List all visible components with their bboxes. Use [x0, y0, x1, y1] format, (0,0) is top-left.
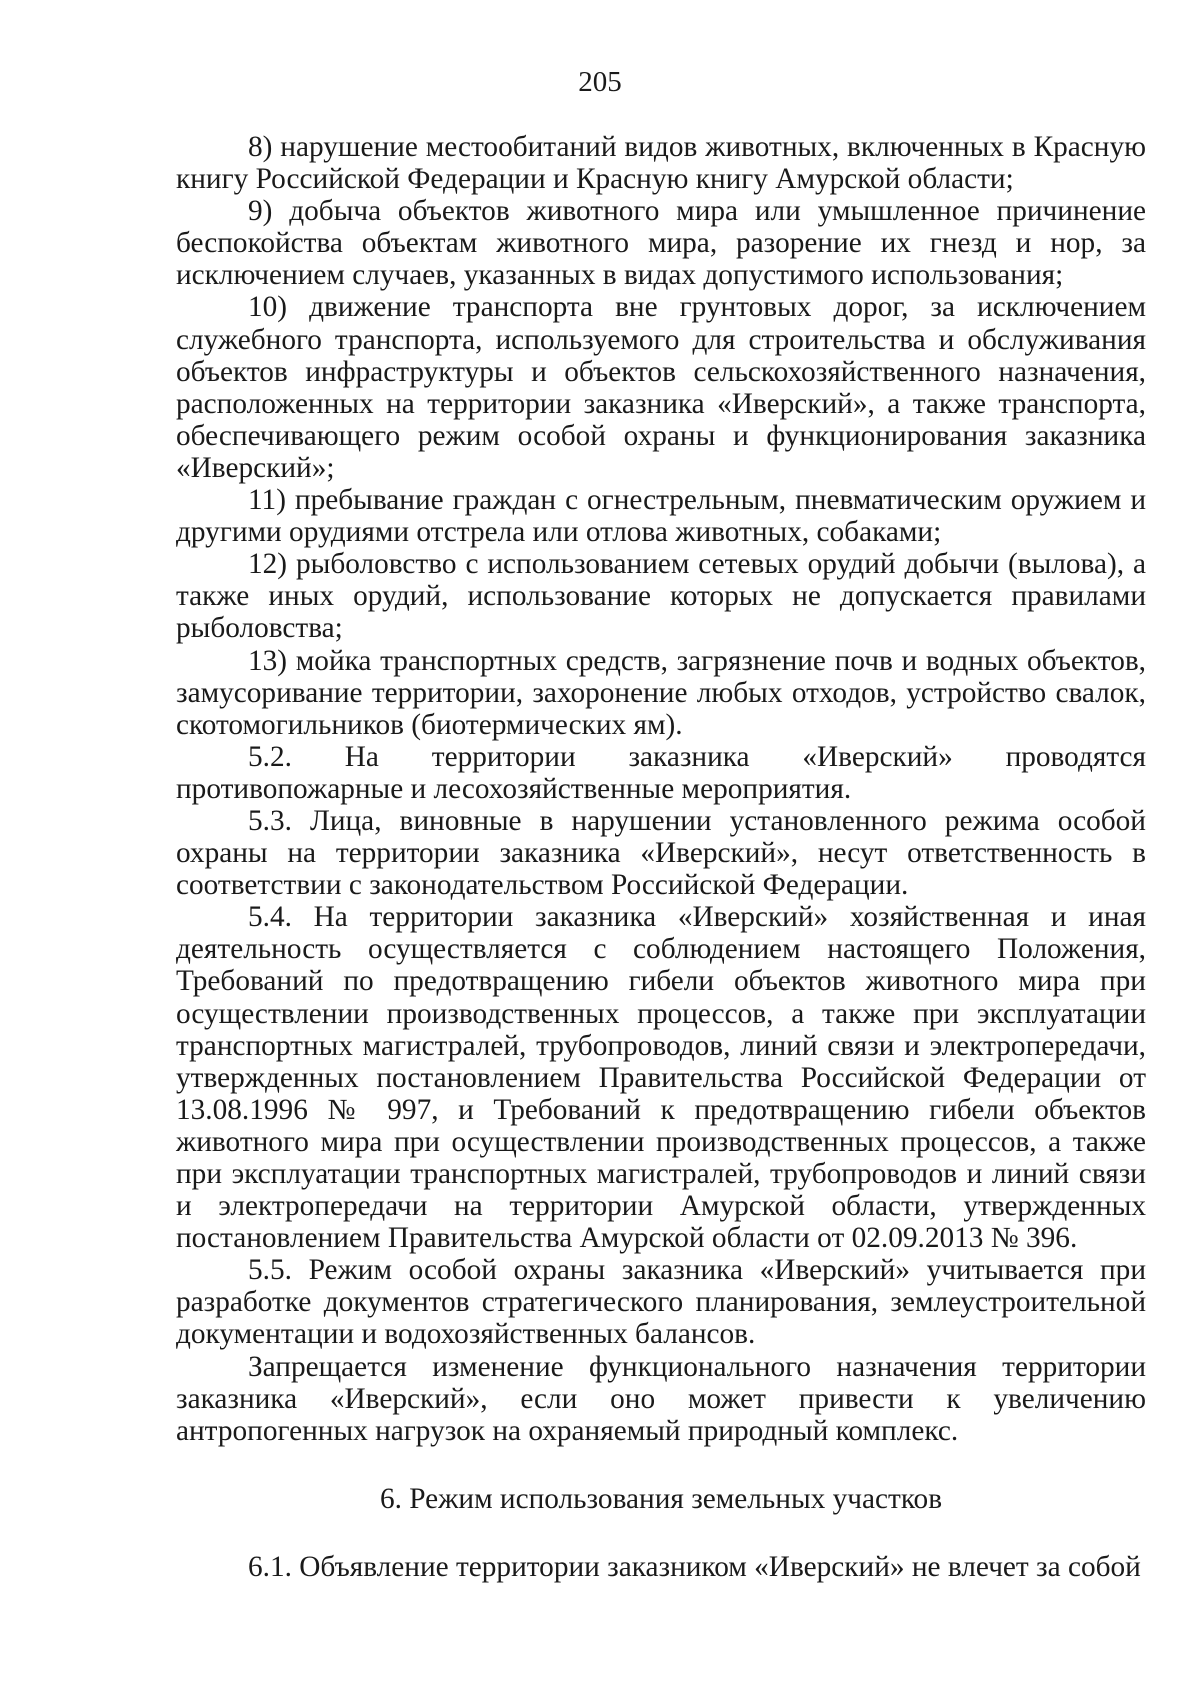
section-heading: 6. Режим использования земельных участков — [379, 1482, 943, 1515]
spacer — [176, 1447, 1146, 1483]
spacer — [176, 1515, 1146, 1551]
page-number: 205 — [578, 66, 622, 98]
paragraph-item-12: 12) рыболовство с использованием сетевых орудий добычи (вылова), а также иных орудий, использование которых не допускается правилами рыболовства; — [176, 548, 1146, 645]
paragraph-item-11: 11) пребывание граждан с огнестрельным, пневматическим оружием и другими орудиями отстрела или отлова животных, собаками; — [176, 484, 1146, 549]
paragraph-6-1: 6.1. Объявление территории заказником «Иверский» не влечет за собой — [248, 1550, 1141, 1583]
document-body — [176, 131, 1146, 1583]
paragraph-5-5: 5.5. Режим особой охраны заказника «Иверский» учитывается при разработке документов стратегического планирования, землеустроительной документации и водохозяйственных балансов. — [176, 1254, 1146, 1351]
paragraph-prohibition: Запрещается изменение функционального назначения территории заказника «Иверский», если оно может привести к увеличению антропогенных нагрузок на охраняемый природный комплекс. — [176, 1350, 1146, 1447]
paragraph-5-3: 5.3. Лица, виновные в нарушении установленного режима особой охраны на территории заказника «Иверский», несут ответственность в соответствии с законодательством Российской Федерации. — [176, 804, 1146, 902]
paragraph-item-10: 10) движение транспорта вне грунтовых дорог, за исключением служебного транспорта, используемого для строительства и обслуживания объектов инфраструктуры и объектов сельскохозяйственного назначения, расположенных на территории заказника «Иверский», а также транспорта, обеспечивающего режим особой охраны и функционирования заказника «Иверский»; — [176, 291, 1146, 484]
paragraph-item-8: 8) нарушение местообитаний видов животных, включенных в Красную книгу Российской Федерации и Красную книгу Амурской области; — [176, 131, 1146, 196]
paragraph-item-13: 13) мойка транспортных средств, загрязнение почв и водных объектов, замусоривание территории, захоронение любых отходов, устройство свалок, скотомогильников (биотермических ям). — [176, 644, 1146, 741]
paragraph-5-4: 5.4. На территории заказника «Иверский» хозяйственная и иная деятельность осуществляется с соблюдением настоящего Положения, Требований по предотвращению гибели объектов животного мира при осуществлении производственных процессов, а также при эксплуатации транспортных магистралей, трубопроводов, линий связи и электропередачи, утвержденных постановлением Правительства Российской Федерации от 13.08.1996 № 997, и Требований к предотвращению гибели объектов животного мира при осуществлении производственных процессов, а также при эксплуатации транспортных магистралей, трубопроводов и линий связи и электропередачи на территории Амурской области, утвержденных постановлением Правительства Амурской области от 02.09.2013 № 396. — [176, 901, 1146, 1255]
paragraph-item-9: 9) добыча объектов животного мира или умышленное причинение беспокойства объектам животного мира, разорение их гнезд и нор, за исключением случаев, указанных в видах допустимого использования; — [176, 195, 1146, 292]
paragraph-5-2: 5.2. На территории заказника «Иверский» проводятся противопожарные и лесохозяйственные мероприятия. — [176, 740, 1146, 805]
